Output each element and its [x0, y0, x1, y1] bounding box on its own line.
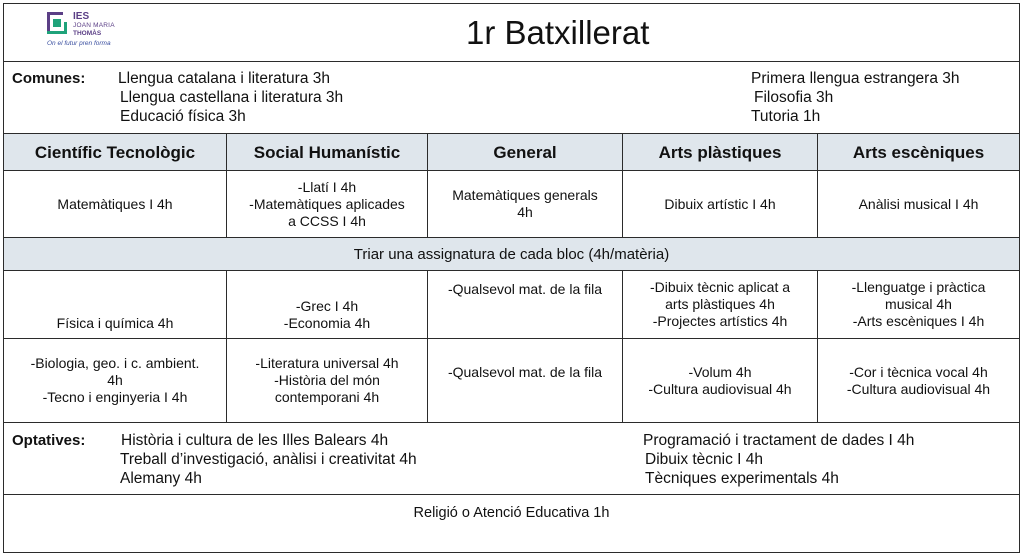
block1-cell: -Grec I 4h -Economia 4h — [283, 298, 371, 331]
modality-subject: Matemàtiques generals 4h — [452, 187, 598, 220]
comunes-right-1: Primera llengua estrangera 3h — [751, 70, 960, 87]
divider — [3, 494, 1020, 495]
block1-cell: -Qualsevol mat. de la fila — [447, 281, 603, 297]
page-title: 1r Batxillerat — [466, 14, 650, 51]
modality-header: Científic Tecnològic — [34, 142, 196, 162]
divider — [3, 61, 1020, 62]
modality-header: Arts plàstiques — [658, 142, 782, 162]
comunes-left-1: Llengua catalana i literatura 3h — [118, 70, 330, 87]
block2-cell: -Cor i tècnica vocal 4h -Cultura audiovisual 4h — [846, 363, 991, 397]
logo-motto: On el futur pren forma — [47, 40, 111, 47]
modality-header: Arts escèniques — [852, 142, 985, 162]
comunes-label: Comunes: — [12, 70, 86, 87]
modality-header: Social Humanístic — [253, 142, 401, 162]
optatives-right-1: Programació i tractament de dades I 4h — [643, 432, 915, 449]
block1-cell: Física i química 4h — [56, 315, 174, 331]
optatives-left-2: Treball d’investigació, anàlisi i creativitat 4h — [120, 451, 417, 468]
logo-name-line1: JOAN MARIA — [73, 22, 115, 29]
modality-subject: Anàlisi musical I 4h — [858, 195, 979, 212]
logo-ies: IES — [73, 11, 90, 22]
comunes-right-2: Filosofia 3h — [754, 89, 834, 106]
block2-cell: -Qualsevol mat. de la fila — [447, 363, 603, 380]
modality-subject: Dibuix artístic I 4h — [664, 195, 776, 212]
modality-subject: Matemàtiques I 4h — [57, 195, 173, 212]
school-logo-icon — [47, 12, 69, 36]
divider — [3, 422, 1020, 423]
block2-cell: -Volum 4h -Cultura audiovisual 4h — [648, 363, 792, 397]
optatives-left-3: Alemany 4h — [120, 470, 202, 487]
comunes-right-3: Tutoria 1h — [751, 108, 821, 125]
logo-name-line2: THOMÀS — [73, 30, 102, 37]
optatives-right-3: Tècniques experimentals 4h — [645, 470, 839, 487]
footer-note: Religió o Atenció Educativa 1h — [413, 504, 610, 521]
optatives-right-2: Dibuix tècnic I 4h — [645, 451, 764, 468]
modality-subject: -Llatí I 4h -Matemàtiques aplicades a CCSS I 4h — [249, 178, 405, 229]
block2-cell: -Literatura universal 4h -Història del món contemporani 4h — [255, 355, 399, 405]
comunes-left-2: Llengua castellana i literatura 3h — [120, 89, 344, 106]
block2-cell: -Biologia, geo. i c. ambient. 4h -Tecno i enginyeria I 4h — [30, 355, 200, 405]
block1-cell: -Llenguatge i pràctica musical 4h -Arts escèniques I 4h — [851, 279, 986, 329]
modality-header: General — [493, 142, 557, 162]
comunes-left-3: Educació física 3h — [120, 108, 246, 125]
optatives-label: Optatives: — [12, 432, 86, 449]
optatives-left-1: Història i cultura de les Illes Balears 4h — [121, 432, 389, 449]
block1-cell: -Dibuix tècnic aplicat a arts plàstiques 4h -Projectes artístics 4h — [649, 279, 791, 329]
choice-banner: Triar una assignatura de cada bloc (4h/matèria) — [353, 245, 670, 263]
